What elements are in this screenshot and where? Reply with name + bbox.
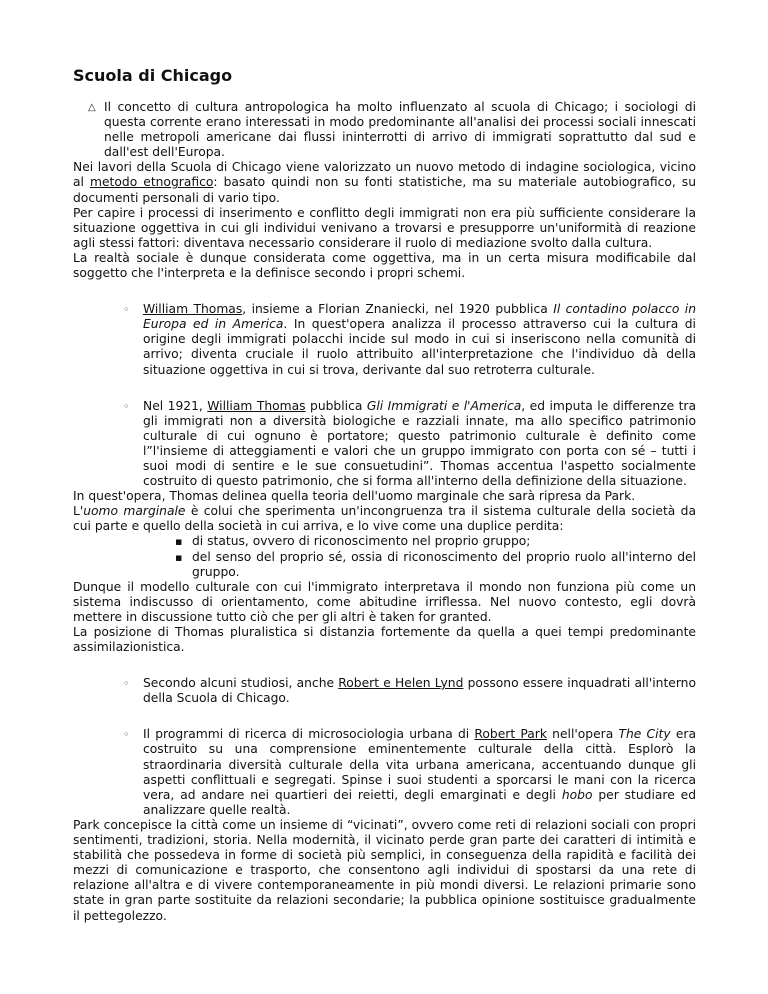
page-title: Scuola di Chicago	[73, 66, 233, 85]
paragraph-cultural-model: Dunque il modello culturale con cui l'immigrato interpretava il mondo non funziona più come un sistema indiscusso di orientamento, come abitudine irriflessa. Nel nuovo contesto, egli dovrà mettere in discussione tutto ciò che per gli altri è taken for granted.	[73, 579, 696, 624]
intro-item	[88, 100, 696, 160]
link-william-thomas[interactable]: William Thomas	[143, 302, 243, 317]
list-item: ▪ di status, ovvero di riconoscimento nel proprio gruppo;	[175, 534, 531, 549]
paragraph-marginal-man: L'uomo marginale è colui che sperimenta un'incongruenza tra il sistema culturale della società da cui parte e quello della società in cui arriva, e lo vive come una duplice perdita:	[73, 504, 696, 534]
circle-bullet-icon: ◦	[123, 303, 130, 317]
paragraph-marginal-man-theory: In quest'opera, Thomas delinea quella teoria dell'uomo marginale che sarà ripresa da Park.	[73, 489, 636, 504]
paragraph-social-reality: La realtà sociale è dunque considerata come oggettiva, ma in un certa misura modificabile dal soggetto che l'interpreta e la definisce secondo i propri schemi.	[73, 250, 696, 281]
link-metodo-etnografico[interactable]: metodo etnografico	[90, 175, 214, 190]
list-item: ▪ del senso del proprio sé, ossia di riconoscimento del proprio ruolo all'interno del gruppo.	[175, 549, 696, 579]
link-robert-park[interactable]: Robert Park	[474, 727, 547, 742]
paragraph-method: Nei lavori della Scuola di Chicago viene valorizzato un nuovo metodo di indagine sociologica, vicino al metodo etnografico: basato quindi non su fonti statistiche, ma su materiale autobiografico, su documenti personali di vario tipo.	[73, 160, 696, 205]
link-william-thomas[interactable]: William Thomas	[207, 398, 306, 413]
link-robert-helen-lynd[interactable]: Robert e Helen Lynd	[338, 676, 464, 691]
arrow-up-icon: △	[88, 102, 96, 113]
paragraph-city: Park concepisce la città come un insieme di “vicinati”, ovvero come reti di relazioni sociali con propri sentimenti, tradizioni, storia. Nella modernità, il vicinato perde gran parte dei caratteri di intimità e stabilità che possedeva in forme di società più semplici, in conseguenza della rapidità e facilità dei mezzi di comunicazione e trasporto, che consentono agli individui di spostarsi da una rete di relazione all'altra e di vivere contemporaneamente in più mondi diversi. Le relazioni primarie sono state in gran parte sostituite da relazioni secondarie; la pubblica opinione sostituisce gradualmente il pettegolezzo.	[73, 817, 696, 923]
paragraph-pluralism: La posizione di Thomas pluralistica si distanzia fortemente da quella a quei tempi predominante assimilazionistica.	[73, 625, 696, 655]
list-item-park: ◦ Il programmi di ricerca di microsociologia urbana di Robert Park nell'opera The City era costruito su una comprensione eminentemente culturale della città. Esplorò la straordinaria diversità culturale della vita urbana americana, accentuando dunque gli aspetti conflittuali e segregati. Spinse i suoi studenti a sporcarsi le mani con la ricerca vera, ad andare nei quartieri dei reietti, degli emarginati e degli hobo per studiare ed analizzare quelle realtà.	[123, 727, 697, 817]
circle-bullet-icon: ◦	[123, 399, 130, 413]
intro-text: Il concetto di cultura antropologica ha molto influenzato al scuola di Chicago; i sociologi di questa corrente erano interessati in modo predominante all'analisi dei processi sociali innescati nelle metropoli americane dai flussi ininterrotti di arrivo di immigrati soprattutto dal sud e dall'est dell'Europa.	[104, 100, 696, 160]
list-item-thomas-1921: ◦ Nel 1921, William Thomas pubblica Gli Immigrati e l'America, ed imputa le differenze tra gli immigrati non a diversità biologiche e razziali innate, ma allo specifico patrimonio culturale di cui ognuno è portatore; questo patrimonio culturale è definito come l”l'insieme di atteggiamenti e valori che un gruppo immigrato con porta con sé – tutti i suoi modi di sentire e le sue consuetudini”. Thomas accentua l'aspetto socialmente costruito di questo patrimonio, che si forma all'interno della definizione della situazione.	[123, 398, 696, 489]
circle-bullet-icon: ◦	[123, 728, 130, 742]
paragraph-immigrants: Per capire i processi di inserimento e conflitto degli immigrati non era più sufficiente considerare la situazione oggettiva in cui gli individui venivano a trovarsi e presupporre un'uniformità di reazione agli stessi fattori: diventava necessario considerare il ruolo di mediazione svolto dalla cultura.	[73, 205, 696, 250]
circle-bullet-icon: ◦	[123, 677, 130, 691]
square-bullet-icon: ▪	[175, 550, 183, 564]
square-bullet-icon: ▪	[175, 535, 183, 549]
list-item-lynd: ◦ Secondo alcuni studiosi, anche Robert e Helen Lynd possono essere inquadrati all'interno della Scuola di Chicago.	[123, 676, 696, 706]
list-item-thomas-1920: ◦ William Thomas, insieme a Florian Znaniecki, nel 1920 pubblica Il contadino polacco in Europa ed in America. In quest'opera analizza il processo attraverso cui la cultura di origine degli immigrati polacchi incide sul modo in cui si inseriscono nella comunità di arrivo; diventa cruciale il ruolo attribuito all'interpretazione che l'individuo dà della situazione oggettiva in cui si trova, derivante dal suo retroterra culturale.	[123, 302, 697, 377]
